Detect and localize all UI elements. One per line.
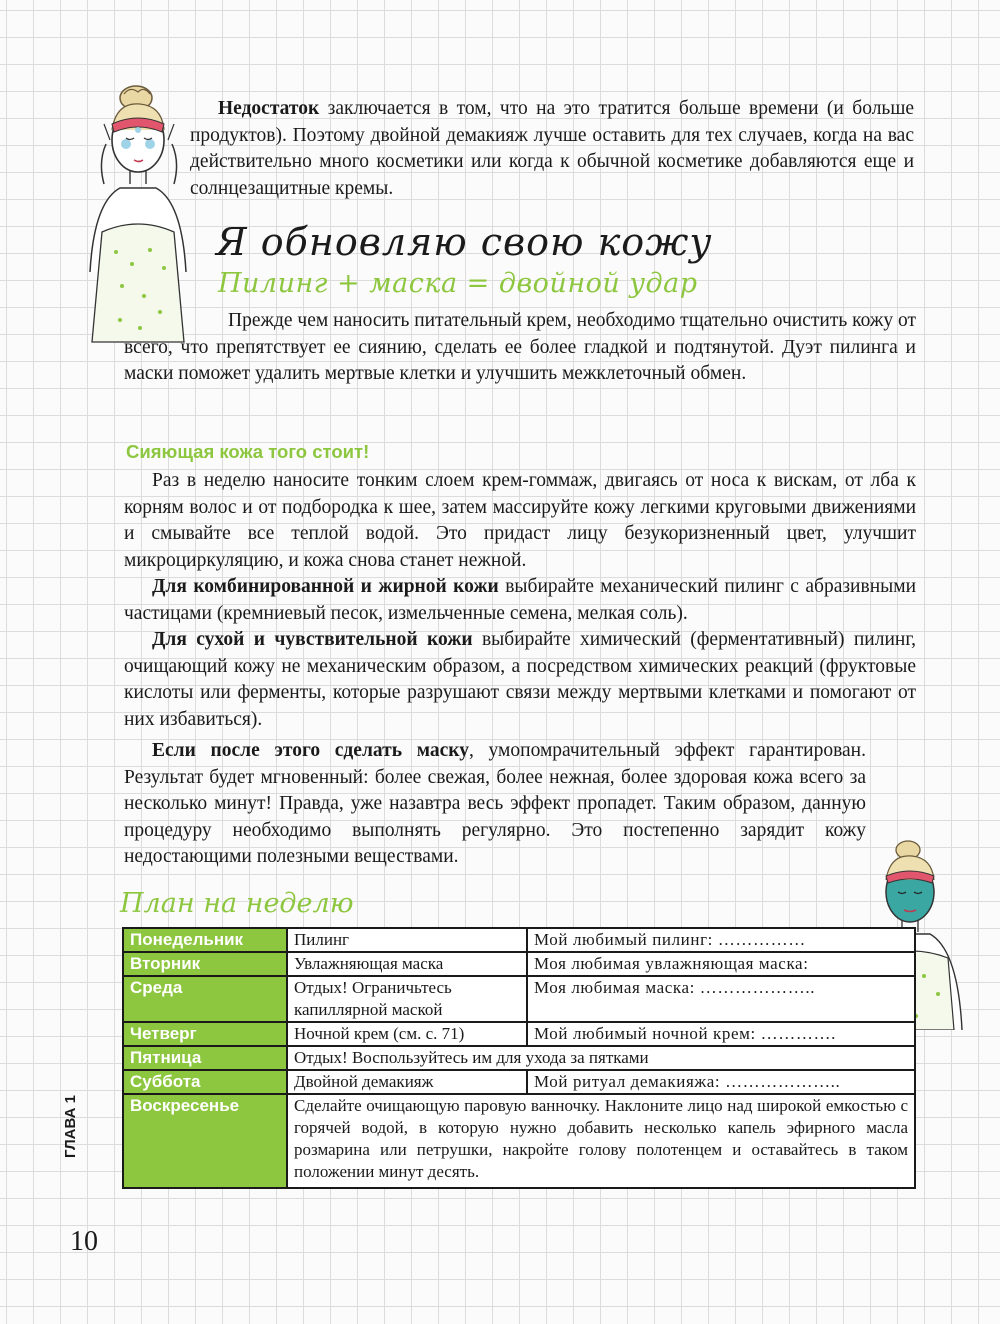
note-cell: Мой любимый пилинг: …………… — [527, 928, 915, 952]
note-cell: Моя любимая маска: ……………….. — [527, 976, 915, 1022]
glow-p2-bold: Для комбинированной и жирной кожи — [152, 576, 499, 597]
table-row — [123, 928, 915, 952]
activity-cell: Ночной крем (см. с. 71) — [287, 1022, 527, 1046]
day-cell: Среда — [123, 976, 287, 1022]
table-row — [123, 952, 915, 976]
glow-p3-text: выбирайте химический (ферментативный) пилинг, очищающий кожу не механическим образом, а посредством химических реакций (фруктовые кислоты или ферменты, которые разрушают связи между мертвыми клетками и помогают от них избавиться). — [124, 629, 917, 730]
activity-cell: Двойной демакияж — [287, 1070, 527, 1094]
lead-paragraph — [124, 308, 916, 388]
intro-paragraph — [190, 96, 914, 202]
table-row — [123, 976, 915, 1022]
glow-heading: Сияющая кожа того стоит! — [126, 441, 370, 462]
activity-cell: Сделайте очищающую паровую ванночку. Наклоните лицо над широкой емкостью с горячей водой, в которую нужно добавить несколько капель эфирного масла розмарина или петрушки, накройте голову полотенцем и оставайтесь в таком положении минут десять. — [287, 1094, 915, 1188]
section-title: Я обновляю свою кожу — [216, 220, 713, 264]
day-cell: Пятница — [123, 1046, 287, 1070]
glow-p4-text: , умопомрачительный эффект гарантирован. Результат будет мгновенный: более свежая, более нежная, более здоровая кожа всего за несколько минут! Правда, уже назавтра весь эффект пропадет. Таким образом, данную процедуру необходимо выполнять регулярно. Это постепенно зарядит кожу недостающими полезными веществами. — [124, 740, 866, 867]
day-cell: Понедельник — [123, 928, 287, 952]
activity-cell: Отдых! Ограничьтесь капиллярной маской — [287, 976, 527, 1022]
page-number: 10 — [70, 1226, 98, 1257]
table-row — [123, 1046, 915, 1070]
glow-p2-text: выбирайте механический пилинг с абразивными частицами (кремниевый песок, измельченные семена, мелкая соль). — [124, 576, 917, 624]
glow-p4-bold: Если после этого сделать маску — [152, 740, 469, 761]
glow-p3-bold: Для сухой и чувствительной кожи — [152, 629, 473, 650]
glow-paragraph-2 — [124, 574, 916, 627]
day-cell: Суббота — [123, 1070, 287, 1094]
table-row — [123, 1070, 915, 1094]
glow-p1-text: Раз в неделю наносите тонким слоем крем-гоммаж, двигаясь от носа к вискам, от лба к корням волос и от подбородка к шее, затем массируйте кожу легкими круговыми движениями и смывайте все теплой водой. Это придаст лицу безукоризненный цвет, улучшит микроциркуляцию, и кожа снова станет нежной. — [124, 470, 916, 571]
activity-cell: Отдых! Воспользуйтесь им для ухода за пятками — [287, 1046, 915, 1070]
plan-title: План на неделю — [120, 888, 354, 919]
glow-paragraph-4 — [124, 738, 866, 871]
girl-cream-illustration — [60, 82, 200, 344]
activity-cell: Увлажняющая маска — [287, 952, 527, 976]
section-subtitle: Пилинг + маска = двойной удар — [218, 268, 698, 299]
note-cell: Моя любимая увлажняющая маска: — [527, 952, 915, 976]
table-row — [123, 1022, 915, 1046]
lead-text: Прежде чем наносить питательный крем, необходимо тщательно очистить кожу от всего, что препятствует ее сиянию, сделать ее более гладкой и подтянутой. Дуэт пилинга и маски поможет удалить мертвые клетки и улучшить межклеточный обмен. — [124, 310, 916, 384]
intro-text: заключается в том, что на это тратится больше времени (и больше продуктов). Поэтому двойной демакияж лучше оставить для тех случаев, когда на вас действительно много косметики или когда к обычной косметике добавляются еще и солнцезащитные кремы. — [190, 98, 914, 199]
glow-paragraph-3 — [124, 627, 916, 733]
glow-paragraph-1 — [124, 468, 916, 574]
weekly-plan-table — [122, 927, 916, 1189]
note-cell: Мой ритуал демакияжа: ……………….. — [527, 1070, 915, 1094]
table-row — [123, 1094, 915, 1188]
chapter-label: ГЛАВА 1 — [62, 1095, 79, 1158]
day-cell: Вторник — [123, 952, 287, 976]
intro-bold: Недостаток — [218, 98, 320, 119]
note-cell: Мой любимый ночной крем: …………. — [527, 1022, 915, 1046]
day-cell: Воскресенье — [123, 1094, 287, 1188]
activity-cell: Пилинг — [287, 928, 527, 952]
day-cell: Четверг — [123, 1022, 287, 1046]
